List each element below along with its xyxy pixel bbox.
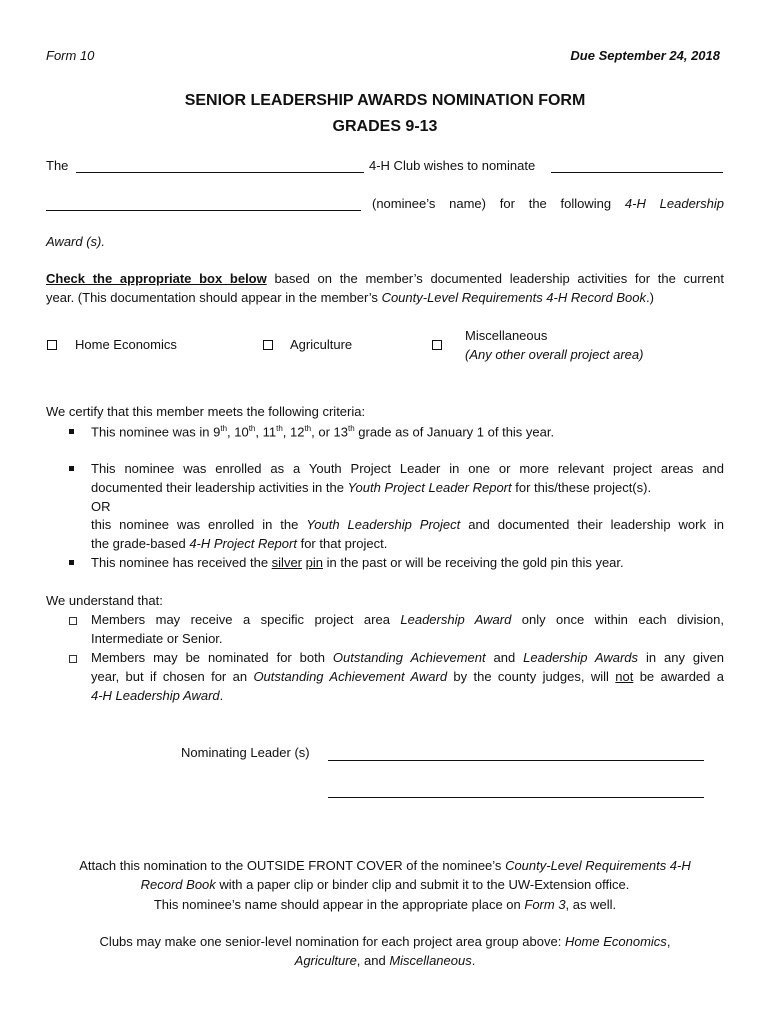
footer-line-5: [0, 953, 770, 968]
pin-text: pin: [305, 555, 323, 570]
club-name-field[interactable]: [76, 172, 364, 173]
footer-italic: Agriculture: [294, 953, 357, 968]
footer-line-2: [0, 877, 770, 892]
nominee-name-field-2[interactable]: [46, 210, 361, 211]
instructions-line2-text: year. (This documentation should appear in the member’s: [46, 290, 378, 305]
understand-text: Members may be nominated for both: [91, 650, 325, 665]
item3-text: in the past or will be receiving the gold pin this year.: [326, 555, 624, 570]
item3-text: This nominee has received the: [91, 555, 269, 570]
award-title: Outstanding Achievement Award: [253, 669, 448, 684]
footer-line-1: [0, 858, 770, 873]
footer-italic: County-Level Requirements 4-H: [505, 858, 691, 873]
instructions-line-2: [46, 290, 654, 305]
footer-text: , and: [356, 953, 386, 968]
report-title: 4-H Project Report: [189, 536, 297, 551]
nominating-leader-field-1[interactable]: [328, 760, 704, 761]
award-title: Outstanding Achievement: [332, 650, 486, 665]
footer-text: Attach this nomination to the OUTSIDE FRONT COVER of the nominee’s: [79, 858, 502, 873]
instructions-line-1: [46, 271, 724, 286]
grade-text: grade as of January 1 of this year.: [354, 424, 555, 440]
award-title: 4-H Leadership Award: [91, 688, 220, 703]
item2-text: documented their leadership activities in the: [91, 480, 344, 495]
grade-text: , 10: [227, 424, 249, 440]
bullet-icon: [69, 560, 74, 565]
form-number: Form 10: [46, 48, 95, 63]
grade-text: This nominee was in 9: [91, 424, 221, 440]
miscellaneous-checkbox[interactable]: [432, 340, 442, 350]
certify-item-1: [91, 424, 554, 439]
nominee-name-field-1[interactable]: [551, 172, 723, 173]
understand-heading: We understand that:: [46, 593, 163, 608]
understand-text: in any given: [645, 650, 724, 665]
project-title: Youth Leadership Project: [306, 517, 461, 532]
footer-italic: Record Book: [140, 877, 216, 892]
award-suffix: Award (s).: [46, 234, 105, 249]
understand-text: and: [493, 650, 516, 665]
understand-text: be awarded a: [639, 669, 724, 684]
footer-italic: Form 3: [524, 897, 566, 912]
understand-item-2-line-1: [91, 650, 724, 665]
certify-item-2-line-4: [91, 517, 724, 532]
understand-item-2-line-2: [91, 669, 724, 684]
understand-item-1-line-1: [91, 612, 724, 627]
record-book-title: County-Level Requirements 4-H Record Book: [381, 290, 647, 305]
certify-item-2-line-2: [91, 480, 651, 495]
award-title: Leadership Award: [400, 612, 512, 627]
footer-text: Clubs may make one senior-level nomination for each project area group above:: [99, 934, 562, 949]
footer-text: This nominee’s name should appear in the appropriate place on: [153, 897, 521, 912]
bullet-icon: [69, 429, 74, 434]
footer-line-4: [0, 934, 770, 949]
award-name: 4-H Leadership: [624, 196, 724, 211]
miscellaneous-label: Miscellaneous: [465, 328, 548, 343]
club-wishes-label: 4-H Club wishes to nominate: [369, 158, 536, 173]
understand-text: by the county judges, will: [453, 669, 609, 684]
grade-text: , 12: [282, 424, 305, 440]
certify-item-2-line-5: [91, 536, 387, 551]
form-title: SENIOR LEADERSHIP AWARDS NOMINATION FORM: [184, 92, 586, 109]
ordinal-sup: th: [276, 424, 283, 433]
footer-text: ,: [666, 934, 671, 949]
understand-text: .: [219, 688, 224, 703]
grade-text: , or 13: [311, 424, 348, 440]
nominating-leader-field-2[interactable]: [328, 797, 704, 798]
bullet-icon: [69, 466, 74, 471]
item2-text: for this/these project(s).: [515, 480, 652, 495]
footer-text: .: [471, 953, 476, 968]
instructions-line2-end: .): [646, 290, 654, 305]
certify-item-2-line-1: This nominee was enrolled as a Youth Project Leader in one or more relevant project areas and: [91, 461, 724, 476]
ordinal-sup: th: [304, 424, 312, 433]
certify-or: OR: [91, 499, 111, 514]
ordinal-sup: th: [248, 424, 256, 433]
footer-text: , as well.: [565, 897, 617, 912]
footer-italic: Miscellaneous: [389, 953, 472, 968]
footer-text: with a paper clip or binder clip and submit it to the UW-Extension office.: [219, 877, 630, 892]
grade-text: , 11: [255, 424, 277, 440]
item2-text: the grade-based: [91, 536, 186, 551]
home-economics-label: Home Economics: [75, 337, 177, 352]
silver-text: silver: [271, 555, 303, 570]
nominee-label-line: [372, 196, 724, 211]
square-bullet-icon: [69, 655, 77, 663]
form-subtitle: GRADES 9-13: [332, 118, 438, 135]
item2-text: this nominee was enrolled in the: [91, 517, 299, 532]
home-economics-checkbox[interactable]: [47, 340, 57, 350]
agriculture-checkbox[interactable]: [263, 340, 273, 350]
agriculture-label: Agriculture: [290, 337, 353, 352]
understand-item-1-line-2: Intermediate or Senior.: [91, 631, 223, 646]
ordinal-sup: th: [347, 424, 355, 433]
miscellaneous-note: (Any other overall project area): [465, 347, 644, 362]
item2-text: and documented their leadership work in: [468, 517, 724, 532]
nominee-label: (nominee’s name) for the following: [372, 196, 612, 211]
understand-item-2-line-3: [91, 688, 223, 703]
understand-text: Members may receive a specific project area: [91, 612, 390, 627]
understand-text: year, but if chosen for an: [91, 669, 248, 684]
certify-item-3: [91, 555, 624, 570]
the-label: The: [46, 158, 69, 173]
not-text: not: [615, 669, 634, 684]
item2-text: for that project.: [300, 536, 388, 551]
report-title: Youth Project Leader Report: [347, 480, 512, 495]
square-bullet-icon: [69, 617, 77, 625]
due-date: Due September 24, 2018: [570, 48, 720, 63]
understand-text: only once within each division,: [521, 612, 724, 627]
certify-heading: We certify that this member meets the following criteria:: [46, 404, 366, 419]
instructions-bold: Check the appropriate box below: [46, 271, 267, 286]
instructions-rest: based on the member’s documented leadership activities for the current: [274, 271, 724, 286]
ordinal-sup: th: [220, 424, 228, 433]
award-title: Leadership Awards: [523, 650, 639, 665]
nominating-leader-label: Nominating Leader (s): [181, 745, 310, 760]
footer-line-3: [0, 897, 770, 912]
footer-italic: Home Economics: [564, 934, 667, 949]
